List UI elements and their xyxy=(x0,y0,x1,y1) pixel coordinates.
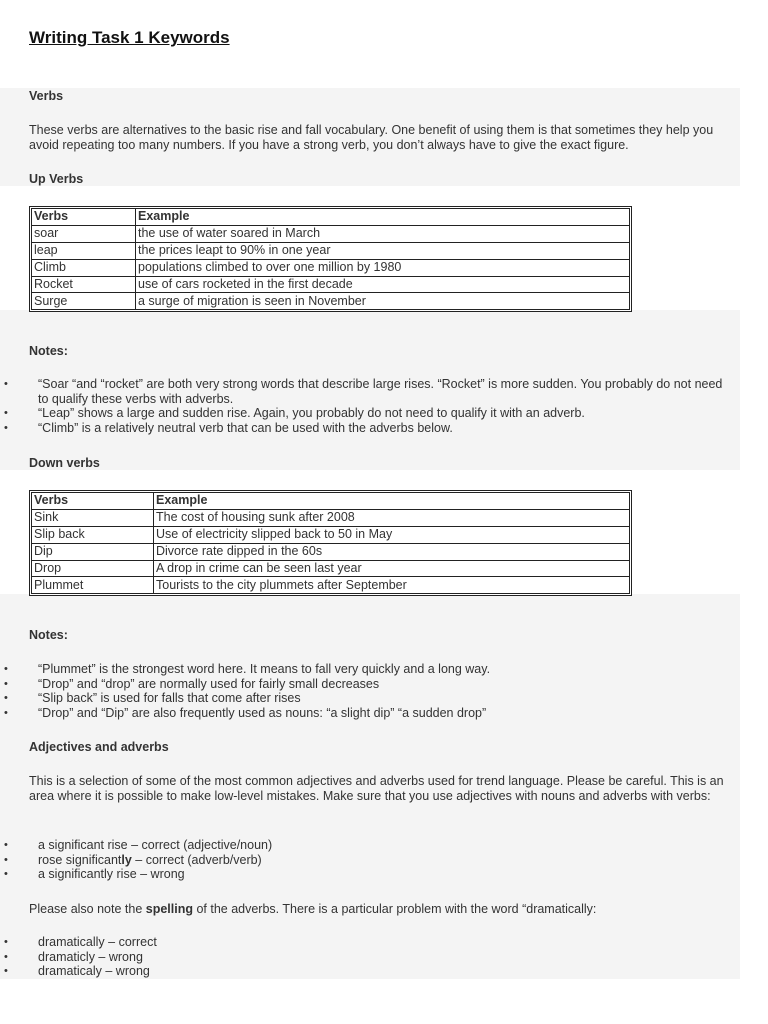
table-row xyxy=(32,260,629,277)
table-row xyxy=(32,226,629,243)
usage-examples-list xyxy=(0,838,740,882)
list-item: • “Climb” is a relatively neutral verb that can be used with the adverbs below. xyxy=(0,421,740,436)
column-header: Example xyxy=(136,209,629,226)
example-cell: the prices leapt to 90% in one year xyxy=(136,243,629,260)
table-row xyxy=(32,510,629,527)
verb-cell: Slip back xyxy=(32,527,154,544)
page-title: Writing Task 1 Keywords xyxy=(29,28,230,47)
column-header: Verbs xyxy=(32,493,154,510)
verb-cell: Surge xyxy=(32,293,136,309)
table-header-row xyxy=(32,493,629,510)
column-header: Verbs xyxy=(32,209,136,226)
verbs-intro: These verbs are alternatives to the basic rise and fall vocabulary. One benefit of using them is that sometimes they help you avoid repeating too many numbers. If you have a strong verb, you don’t always have to give the exact figure. xyxy=(29,123,714,152)
list-item: • “Plummet” is the strongest word here. It means to fall very quickly and a long way. xyxy=(0,662,740,677)
verb-cell: soar xyxy=(32,226,136,243)
list-item: • “Drop” and “drop” are normally used for fairly small decreases xyxy=(0,677,740,692)
notes-heading: Notes: xyxy=(29,344,68,358)
table-row xyxy=(32,277,629,294)
list-item xyxy=(0,853,740,868)
table-row xyxy=(32,561,629,578)
table-row xyxy=(32,293,629,309)
up-verbs-heading: Up Verbs xyxy=(29,172,84,186)
list-item: • dramatically – correct xyxy=(0,935,740,950)
example-cell: Divorce rate dipped in the 60s xyxy=(154,544,629,561)
down-verbs-heading: Down verbs xyxy=(29,456,100,470)
usage-text: rose significant xyxy=(38,852,122,867)
example-cell: The cost of housing sunk after 2008 xyxy=(154,510,629,527)
verb-cell: Rocket xyxy=(32,277,136,294)
example-cell: Tourists to the city plummets after September xyxy=(156,577,407,592)
table-row xyxy=(32,577,629,593)
list-item: • “Soar “and “rocket” are both very strong words that describe large rises. “Rocket” is more sudden. You probably do not need to qualify these verbs with adverbs. xyxy=(0,377,740,406)
example-cell: the use of water soared in March xyxy=(136,226,629,243)
verb-cell: Climb xyxy=(32,260,136,277)
verb-cell: Sink xyxy=(32,510,154,527)
list-item: • “Leap” shows a large and sudden rise. Again, you probably do not need to qualify it with an adverb. xyxy=(0,406,740,421)
spelling-note xyxy=(29,902,741,917)
example-cell: A drop in crime can be seen last year xyxy=(154,561,629,578)
list-item: • dramaticly – wrong xyxy=(0,950,740,965)
verb-cell: Drop xyxy=(32,561,154,578)
verb-cell: leap xyxy=(32,243,136,260)
spelling-emphasis: spelling xyxy=(145,902,193,916)
table-row xyxy=(32,544,629,561)
usage-text: – correct (adverb/verb) xyxy=(131,852,262,867)
usage-emphasis: ly xyxy=(121,852,132,867)
spelling-note-text: of the adverbs. There is a particular problem with the word “dramatically: xyxy=(192,902,597,916)
example-cell: Use of electricity slipped back to 50 in May xyxy=(154,527,629,544)
notes-list-down xyxy=(0,662,740,720)
spelling-examples-list xyxy=(0,935,740,979)
adjectives-adverbs-heading: Adjectives and adverbs xyxy=(29,740,169,754)
spelling-note-text: Please also note the xyxy=(29,902,146,916)
example-cell: use of cars rocketed in the first decade xyxy=(136,277,629,294)
verbs-heading: Verbs xyxy=(29,89,64,103)
example-cell: a surge of migration is seen in November xyxy=(138,293,366,308)
verb-cell: Dip xyxy=(32,544,154,561)
notes-heading: Notes: xyxy=(29,628,68,642)
list-item: • dramaticaly – wrong xyxy=(0,964,740,979)
example-cell: populations climbed to over one million by 1980 xyxy=(136,260,629,277)
notes-list-up xyxy=(0,377,740,435)
verb-cell: Plummet xyxy=(32,577,154,593)
table-header-row xyxy=(32,209,629,226)
up-verbs-table xyxy=(29,206,632,312)
list-item: • “Drop” and “Dip” are also frequently used as nouns: “a slight dip” “a sudden drop” xyxy=(0,706,740,721)
column-header: Example xyxy=(154,493,629,510)
table-row xyxy=(32,243,629,260)
adjectives-intro: This is a selection of some of the most common adjectives and adverbs used for trend language. Please be careful. This is an area where it is possible to make low-level mistakes. Make sure that you use adjectives with nouns and adverbs with verbs: xyxy=(29,774,724,803)
list-item: • a significant rise – correct (adjective/noun) xyxy=(0,838,740,853)
list-item: • “Slip back” is used for falls that come after rises xyxy=(0,691,740,706)
table-row xyxy=(32,527,629,544)
down-verbs-table xyxy=(29,490,632,596)
list-item: • a significantly rise – wrong xyxy=(0,867,740,882)
